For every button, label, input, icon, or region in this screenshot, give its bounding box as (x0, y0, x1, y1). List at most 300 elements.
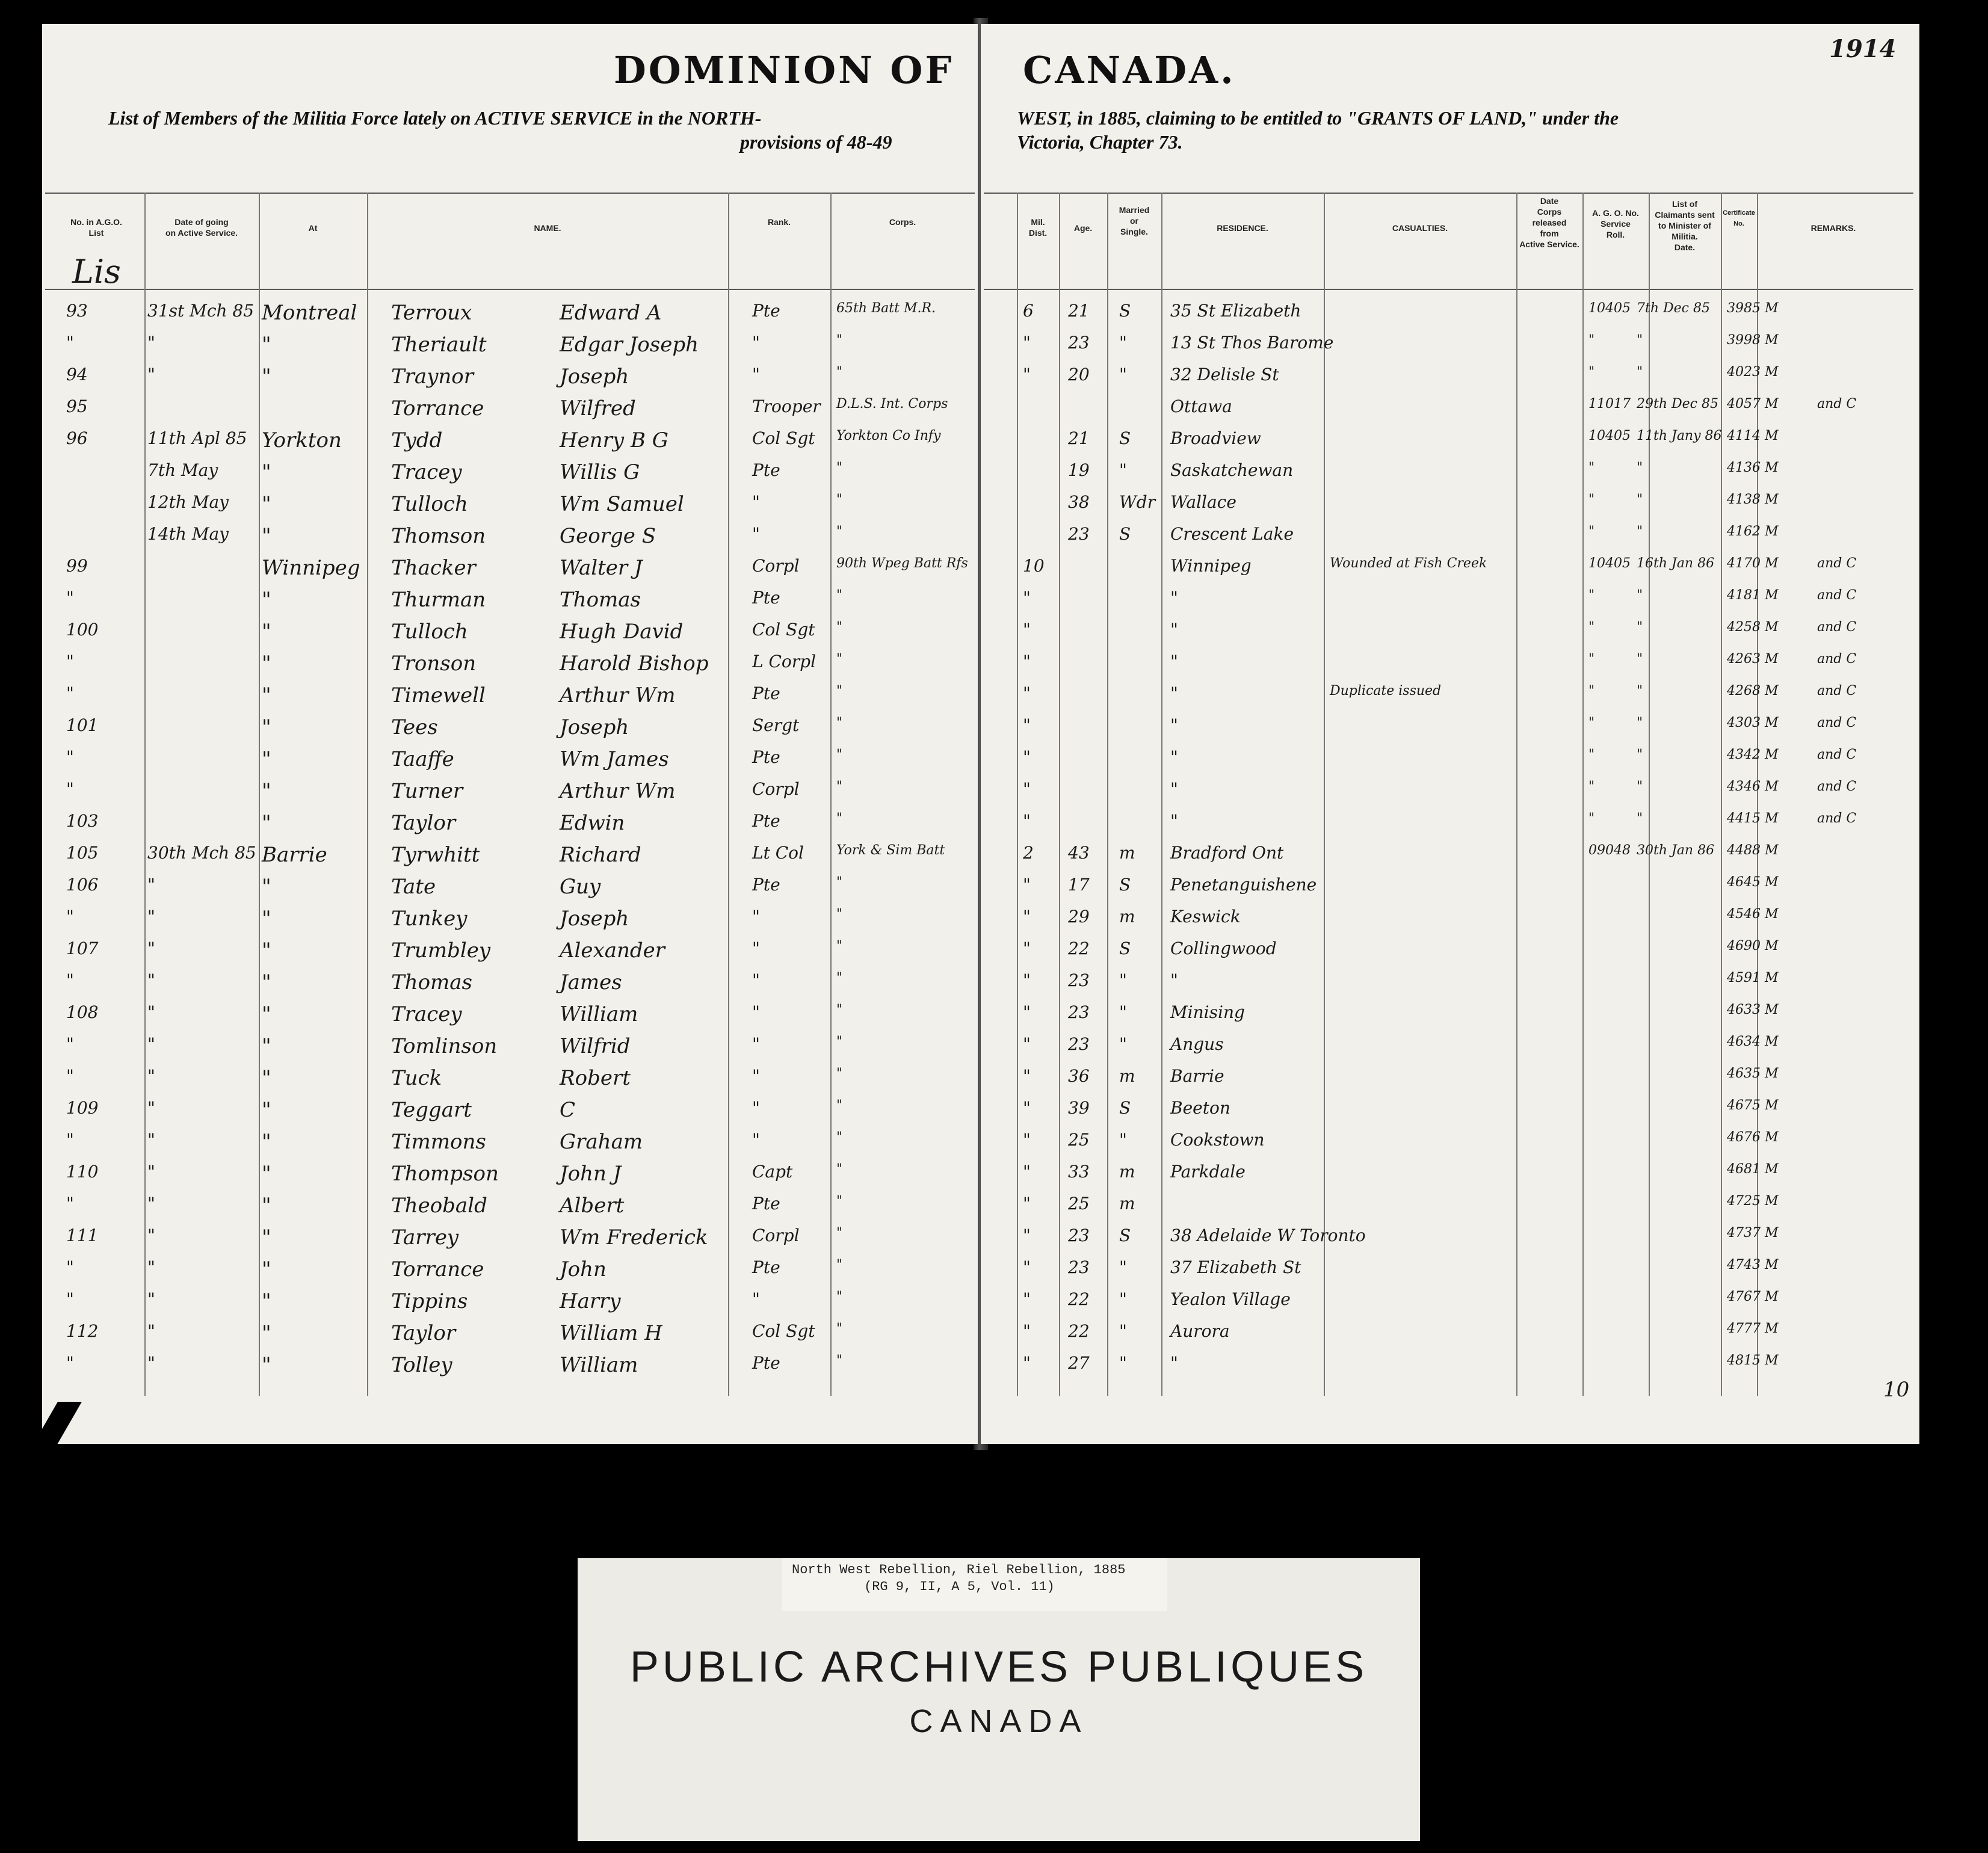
cell-age: 23 (1068, 970, 1090, 990)
cell-married: m (1119, 1194, 1135, 1213)
cell-corps: " (836, 1002, 843, 1017)
cell-mil-dist: " (1023, 715, 1031, 735)
cell-corps: " (836, 939, 843, 954)
col-divider (144, 193, 146, 1396)
cell-at: " (262, 970, 271, 994)
cell-casualties: Duplicate issued (1330, 683, 1442, 698)
cell-rank: Col Sgt (752, 1321, 815, 1341)
cell-surname: Thomson (391, 524, 486, 548)
cell-certificate: 4815 M (1727, 1353, 1779, 1368)
cell-surname: Timewell (391, 683, 486, 708)
cell-rank: " (752, 492, 760, 512)
cell-at: " (262, 1257, 271, 1281)
cell-residence: 35 St Elizabeth (1170, 301, 1301, 321)
cell-age: 36 (1068, 1066, 1090, 1086)
cell-at: " (262, 683, 271, 708)
cell-given-name: James (560, 970, 622, 994)
cell-certificate: 3998 M (1727, 333, 1779, 348)
cell-married: S (1119, 1226, 1131, 1245)
cell-surname: Theobald (391, 1194, 487, 1218)
cell-surname: Taylor (391, 811, 456, 835)
cell-given-name: William H (560, 1321, 662, 1345)
list-label: Lis (72, 253, 121, 291)
cell-residence: Beeton (1170, 1098, 1230, 1118)
cell-date: " (147, 1034, 155, 1054)
cell-residence: Ottawa (1170, 396, 1232, 416)
cell-surname: Tydd (391, 428, 443, 452)
cell-date: 11th Apl 85 (147, 428, 247, 448)
cell-mil-dist: " (1023, 652, 1031, 671)
cell-remarks: and C (1817, 396, 1857, 412)
cell-certificate: 4635 M (1727, 1066, 1779, 1081)
cell-rank: " (752, 1098, 760, 1118)
cell-married: S (1119, 1098, 1131, 1118)
cell-at: " (262, 939, 271, 963)
cell-mil-dist: " (1023, 1353, 1031, 1373)
cell-residence: " (1170, 620, 1178, 640)
cell-date: " (147, 1257, 155, 1277)
cell-mil-dist: " (1023, 365, 1031, 384)
cell-at: Winnipeg (262, 556, 360, 580)
cell-at: " (262, 620, 271, 644)
cell-list-sent: " (1637, 588, 1643, 603)
cell-certificate: 4023 M (1727, 365, 1779, 380)
cell-corps: " (836, 1066, 843, 1081)
cell-surname: Turner (391, 779, 463, 803)
title-right: CANADA. (1023, 48, 1236, 92)
cell-date: " (147, 1321, 155, 1341)
cell-residence: Winnipeg (1170, 556, 1252, 576)
cell-certificate: 4415 M (1727, 811, 1779, 826)
cell-residence: Penetanguishene (1170, 875, 1317, 895)
cell-surname: Tyrwhitt (391, 843, 480, 867)
col-header-date: Date of going on Active Service. (165, 217, 238, 238)
cell-residence: 13 St Thos Barome (1170, 333, 1334, 353)
cell-rank: Pte (752, 683, 780, 703)
cell-ago-no: " (1588, 779, 1595, 794)
cell-at: " (262, 460, 271, 484)
cell-corps: " (836, 875, 843, 890)
cell-surname: Thompson (391, 1162, 499, 1186)
col-header-list-sent: List of Claimants sent to Minister of Militia. Date. (1655, 199, 1715, 252)
col-header-casualties: CASUALTIES. (1392, 223, 1448, 233)
cell-age: 23 (1068, 1002, 1090, 1022)
cell-corps: " (836, 460, 843, 475)
cell-corps: " (836, 970, 843, 985)
cell-rank: Corpl (752, 779, 800, 799)
cell-no: 100 (66, 620, 99, 640)
cell-rank: Pte (752, 460, 780, 480)
cell-corps: " (836, 333, 843, 348)
cell-date: " (147, 365, 155, 384)
cell-age: 39 (1068, 1098, 1090, 1118)
cell-no: " (66, 1034, 74, 1054)
cell-given-name: Arthur Wm (560, 683, 676, 708)
cell-no: " (66, 652, 74, 671)
cell-at: " (262, 1321, 271, 1345)
cell-certificate: 4263 M (1727, 652, 1779, 667)
cell-corps: " (836, 1194, 843, 1209)
col-header-married: Married or Single. (1119, 205, 1150, 236)
cell-married: m (1119, 843, 1135, 863)
cell-remarks: and C (1817, 620, 1857, 635)
cell-rank: Col Sgt (752, 428, 815, 448)
cell-at: Montreal (262, 301, 357, 325)
cell-given-name: Robert (560, 1066, 631, 1090)
cell-certificate: 4737 M (1727, 1226, 1779, 1241)
cell-corps: " (836, 588, 843, 603)
cell-certificate: 4346 M (1727, 779, 1779, 794)
cell-mil-dist: " (1023, 939, 1031, 958)
cell-corps: " (836, 1162, 843, 1177)
cell-married: " (1119, 1130, 1127, 1150)
cell-rank: L Corpl (752, 652, 816, 671)
cell-given-name: Willis G (560, 460, 640, 484)
cell-residence: " (1170, 715, 1178, 735)
col-divider (1059, 193, 1060, 1396)
cell-at: " (262, 811, 271, 835)
cell-married: Wdr (1119, 492, 1156, 512)
col-header-rank: Rank. (767, 217, 791, 227)
cell-rank: " (752, 907, 760, 926)
cell-certificate: 4138 M (1727, 492, 1779, 507)
cell-ago-no: 10405 (1588, 428, 1631, 443)
cell-residence: " (1170, 747, 1178, 767)
cell-certificate: 4690 M (1727, 939, 1779, 954)
cell-mil-dist: " (1023, 1098, 1031, 1118)
cell-residence: Minising (1170, 1002, 1245, 1022)
cell-at: " (262, 1194, 271, 1218)
cell-corps: Yorkton Co Infy (836, 428, 941, 443)
cell-given-name: William (560, 1353, 638, 1377)
cell-ago-no: 11017 (1588, 396, 1631, 412)
col-header-at: At (308, 223, 318, 233)
cell-ago-no: " (1588, 715, 1595, 730)
cell-surname: Torrance (391, 396, 484, 421)
cell-age: 23 (1068, 1257, 1090, 1277)
cell-no: " (66, 907, 74, 926)
cell-married: S (1119, 875, 1131, 895)
cell-age: 25 (1068, 1130, 1090, 1150)
cell-age: 27 (1068, 1353, 1090, 1373)
cell-residence: Saskatchewan (1170, 460, 1294, 480)
cell-given-name: Wm Samuel (560, 492, 684, 516)
cell-surname: Thacker (391, 556, 476, 580)
cell-married: " (1119, 970, 1127, 990)
cell-surname: Tate (391, 875, 436, 899)
cell-list-sent: " (1637, 683, 1643, 698)
cell-no: 111 (66, 1226, 99, 1245)
cell-list-sent: " (1637, 333, 1643, 348)
cell-given-name: Hugh David (560, 620, 684, 644)
cell-certificate: 4676 M (1727, 1130, 1779, 1145)
cell-rank: " (752, 1289, 760, 1309)
cell-residence: Aurora (1170, 1321, 1230, 1341)
cell-mil-dist: " (1023, 1130, 1031, 1150)
cell-corps: " (836, 620, 843, 635)
col-divider (1017, 193, 1018, 1396)
cell-mil-dist: " (1023, 970, 1031, 990)
cell-age: 23 (1068, 333, 1090, 353)
cell-corps: " (836, 1289, 843, 1304)
cell-list-sent: 7th Dec 85 (1637, 301, 1710, 316)
cell-no: " (66, 779, 74, 799)
cell-mil-dist: 6 (1023, 301, 1034, 321)
cell-list-sent: " (1637, 652, 1643, 667)
cell-date: " (147, 1130, 155, 1150)
cell-rank: " (752, 333, 760, 353)
cell-date: " (147, 1226, 155, 1245)
cell-at: " (262, 652, 271, 676)
cell-corps: " (836, 907, 843, 922)
cell-date: 30th Mch 85 (147, 843, 256, 863)
cell-surname: Tulloch (391, 492, 468, 516)
cell-given-name: Joseph (560, 365, 629, 389)
cell-residence: Angus (1170, 1034, 1224, 1054)
cell-corps: York & Sim Batt (836, 843, 945, 858)
cell-rank: " (752, 970, 760, 990)
cell-given-name: Harold Bishop (560, 652, 709, 676)
cell-married: m (1119, 907, 1135, 926)
subtitle-left-line2: provisions of 48-49 (740, 131, 892, 153)
cell-corps: " (836, 779, 843, 794)
cell-rank: Pte (752, 875, 780, 895)
cell-rank: Corpl (752, 556, 800, 576)
cell-given-name: Edgar Joseph (560, 333, 699, 357)
cell-list-sent: 30th Jan 86 (1637, 843, 1715, 858)
cell-mil-dist: " (1023, 333, 1031, 353)
cell-corps: " (836, 1321, 843, 1336)
col-divider (1582, 193, 1584, 1396)
cell-surname: Taylor (391, 1321, 456, 1345)
cell-no: 95 (66, 396, 88, 416)
cell-given-name: George S (560, 524, 656, 548)
cell-ago-no: 09048 (1588, 843, 1631, 858)
cell-age: 22 (1068, 1321, 1090, 1341)
cell-remarks: and C (1817, 811, 1857, 826)
cell-certificate: 4591 M (1727, 970, 1779, 985)
cell-date: " (147, 1194, 155, 1213)
archive-reference-line1: North West Rebellion, Riel Rebellion, 1885 (792, 1562, 1126, 1577)
cell-rank: " (752, 365, 760, 384)
cell-at: " (262, 1034, 271, 1058)
cell-residence: Bradford Ont (1170, 843, 1284, 863)
cell-at: " (262, 588, 271, 612)
cell-married: " (1119, 1289, 1127, 1309)
cell-given-name: Harry (560, 1289, 621, 1313)
cell-given-name: Joseph (560, 715, 629, 739)
cell-age: 43 (1068, 843, 1090, 863)
cell-certificate: 4181 M (1727, 588, 1779, 603)
cell-no: 103 (66, 811, 99, 831)
cell-surname: Teggart (391, 1098, 472, 1122)
cell-given-name: Wilfred (560, 396, 636, 421)
cell-no: " (66, 1289, 74, 1309)
cell-mil-dist: " (1023, 1257, 1031, 1277)
cell-certificate: 4268 M (1727, 683, 1779, 698)
cell-age: 29 (1068, 907, 1090, 926)
cell-no: " (66, 333, 74, 353)
cell-no: 101 (66, 715, 99, 735)
col-header-corps: Corps. (889, 217, 916, 227)
cell-at: " (262, 1226, 271, 1250)
cell-surname: Tarrey (391, 1226, 459, 1250)
cell-corps: " (836, 1098, 843, 1113)
cell-no: " (66, 747, 74, 767)
cell-surname: Theriault (391, 333, 487, 357)
cell-residence: 38 Adelaide W Toronto (1170, 1226, 1366, 1245)
subtitle-left-line1: List of Members of the Militia Force lately on ACTIVE SERVICE in the NORTH- (108, 107, 762, 129)
cell-mil-dist: " (1023, 779, 1031, 799)
cell-surname: Tronson (391, 652, 477, 676)
cell-no: 106 (66, 875, 99, 895)
col-header-mil-dist: Mil. Dist. (1028, 217, 1048, 238)
cell-married: S (1119, 428, 1131, 448)
cell-surname: Tomlinson (391, 1034, 498, 1058)
cell-list-sent: " (1637, 365, 1643, 380)
cell-ago-no: 10405 (1588, 301, 1631, 316)
cell-at: " (262, 1098, 271, 1122)
col-header-no: No. in A.G.O. List (70, 217, 122, 238)
cell-rank: Pte (752, 301, 780, 321)
cell-residence: Barrie (1170, 1066, 1224, 1086)
cell-married: m (1119, 1066, 1135, 1086)
cell-certificate: 4488 M (1727, 843, 1779, 858)
cell-no: 96 (66, 428, 88, 448)
cell-no: " (66, 588, 74, 608)
cell-age: 22 (1068, 1289, 1090, 1309)
cell-rank: " (752, 1066, 760, 1086)
cell-residence: Yealon Village (1170, 1289, 1291, 1309)
cell-no: 109 (66, 1098, 99, 1118)
cell-mil-dist: " (1023, 1289, 1031, 1309)
cell-rank: Col Sgt (752, 620, 815, 640)
cell-corps: " (836, 811, 843, 826)
cell-mil-dist: 10 (1023, 556, 1045, 576)
header-rule-bottom-left (45, 289, 975, 290)
cell-date: 14th May (147, 524, 229, 544)
cell-no: 94 (66, 365, 88, 384)
cell-rank: " (752, 1002, 760, 1022)
cell-certificate: 4634 M (1727, 1034, 1779, 1049)
cell-given-name: William (560, 1002, 638, 1026)
col-header-residence: RESIDENCE. (1217, 223, 1268, 233)
cell-rank: " (752, 939, 760, 958)
cell-corps: " (836, 365, 843, 380)
cell-surname: Taaffe (391, 747, 454, 771)
cell-given-name: Wm Frederick (560, 1226, 708, 1250)
cell-married: " (1119, 365, 1127, 384)
cell-no: 108 (66, 1002, 99, 1022)
cell-rank: Lt Col (752, 843, 804, 863)
cell-residence: Keswick (1170, 907, 1241, 926)
cell-at: " (262, 875, 271, 899)
cell-residence: " (1170, 683, 1178, 703)
cell-at: " (262, 1130, 271, 1154)
cell-at: " (262, 747, 271, 771)
cell-residence: 37 Elizabeth St (1170, 1257, 1301, 1277)
cell-rank: Pte (752, 1194, 780, 1213)
cell-surname: Tracey (391, 1002, 462, 1026)
header-rule-bottom-right (984, 289, 1913, 290)
cell-at: " (262, 492, 271, 516)
cell-mil-dist: " (1023, 1034, 1031, 1054)
cell-given-name: Wm James (560, 747, 669, 771)
cell-no: 107 (66, 939, 99, 958)
cell-mil-dist: " (1023, 1194, 1031, 1213)
col-header-certificate: Certificate No. (1723, 209, 1755, 227)
cell-surname: Tulloch (391, 620, 468, 644)
cell-given-name: Albert (560, 1194, 625, 1218)
cell-no: 99 (66, 556, 88, 576)
cell-no: " (66, 970, 74, 990)
cell-surname: Thurman (391, 588, 486, 612)
cell-at: " (262, 365, 271, 389)
cell-rank: " (752, 1034, 760, 1054)
cell-date: " (147, 939, 155, 958)
cell-no: " (66, 1194, 74, 1213)
cell-certificate: 4546 M (1727, 907, 1779, 922)
cell-surname: Traynor (391, 365, 474, 389)
cell-ago-no: " (1588, 811, 1595, 826)
cell-at: " (262, 333, 271, 357)
cell-no: " (66, 1353, 74, 1373)
cell-corps: " (836, 1353, 843, 1368)
cell-mil-dist: " (1023, 747, 1031, 767)
cell-surname: Torrance (391, 1257, 484, 1281)
cell-age: 33 (1068, 1162, 1090, 1182)
cell-date: 31st Mch 85 (147, 301, 255, 321)
cell-at: " (262, 779, 271, 803)
cell-ago-no: " (1588, 652, 1595, 667)
cell-surname: Tunkey (391, 907, 468, 931)
cell-ago-no: " (1588, 524, 1595, 539)
cell-residence: " (1170, 588, 1178, 608)
cell-certificate: 4675 M (1727, 1098, 1779, 1113)
cell-corps: " (836, 1034, 843, 1049)
cell-corps: " (836, 683, 843, 698)
col-divider (1324, 193, 1325, 1396)
col-header-released: Date Corps released from Active Service. (1519, 196, 1579, 249)
cell-mil-dist: 2 (1023, 843, 1034, 863)
cell-list-sent: " (1637, 460, 1643, 475)
cell-date: 7th May (147, 460, 218, 480)
subtitle-right-line1: WEST, in 1885, claiming to be entitled to "GRANTS OF LAND," under the (1017, 107, 1619, 129)
cell-list-sent: 16th Jan 86 (1637, 556, 1715, 571)
cell-corps: " (836, 747, 843, 762)
cell-surname: Tippins (391, 1289, 468, 1313)
cell-list-sent: " (1637, 715, 1643, 730)
cell-age: 21 (1068, 428, 1090, 448)
cell-given-name: Edward A (560, 301, 662, 325)
cell-date: " (147, 1353, 155, 1373)
cell-at: " (262, 1002, 271, 1026)
page-number: 1914 (1829, 35, 1897, 63)
cell-certificate: 4681 M (1727, 1162, 1779, 1177)
header-rule-top-right (984, 193, 1913, 194)
cell-given-name: C (560, 1098, 576, 1122)
col-divider (1516, 193, 1517, 1396)
title-left: DOMINION OF (614, 48, 954, 92)
cell-married: " (1119, 1257, 1127, 1277)
cell-certificate: 4170 M (1727, 556, 1779, 571)
col-divider (1649, 193, 1650, 1396)
cell-at: " (262, 715, 271, 739)
cell-mil-dist: " (1023, 875, 1031, 895)
cell-surname: Timmons (391, 1130, 486, 1154)
cell-given-name: Guy (560, 875, 601, 899)
cell-married: S (1119, 939, 1131, 958)
